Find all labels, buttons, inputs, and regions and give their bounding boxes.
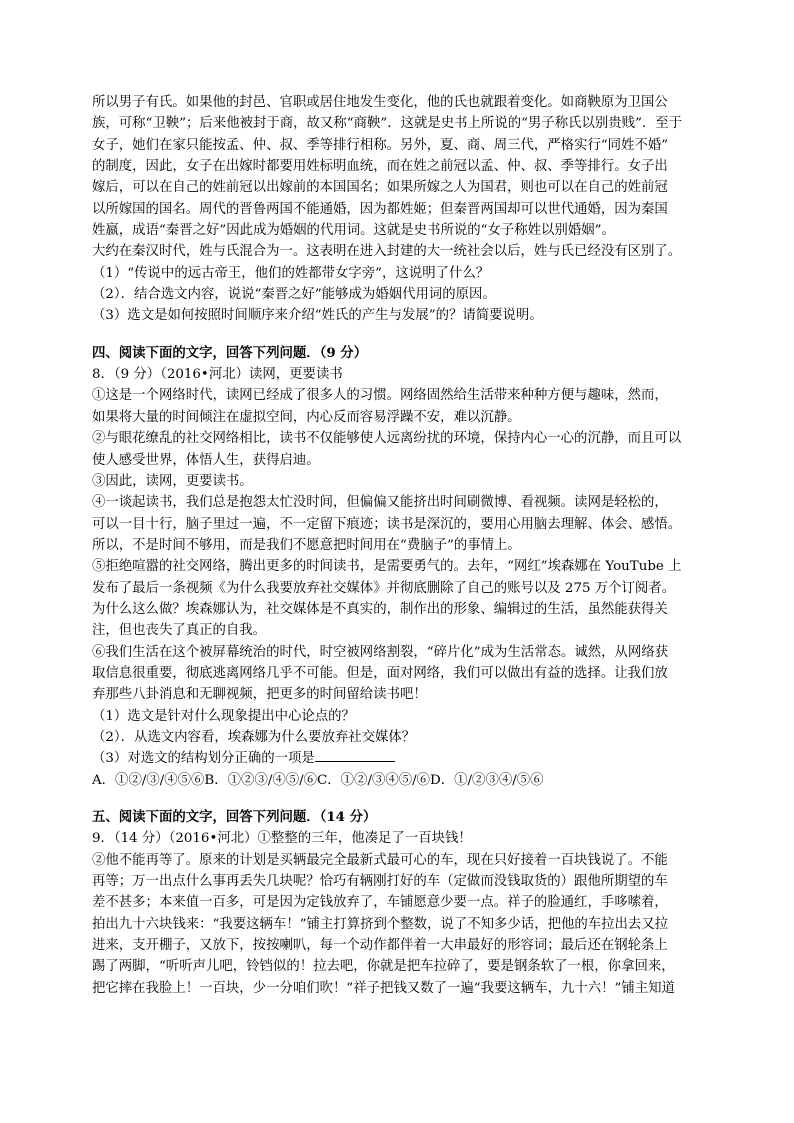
text-line: （2）．从选文内容看，埃森娜为什么要放弃社交媒体？ <box>92 729 416 745</box>
text-line: ⑥我们生活在这个被屏幕统治的时代，时空被网络割裂，“碎片化”成为生活常态。诚然，从网络获 <box>92 644 669 660</box>
text-line: 以所嫁国的国名。周代的晋鲁两国不能通婚，因为都姓姬；但秦晋两国却可以世代通婚，因为秦国 <box>92 201 668 217</box>
text-line: （1）选文是针对什么现象提出中心论点的？ <box>92 708 355 724</box>
text-line: 把它摔在我脸上！一百块，少一分咱们吹！”祥子把钱又数了一遍“我要这辆车，九十六！”铺主知道 <box>92 980 675 996</box>
answer-blank <box>315 748 395 762</box>
text-line: 进来，支开棚子，又放下，按按喇叭，每一个动作都伴着一大串最好的形容词；最后还在钢轮条上 <box>92 938 668 954</box>
text-line: 使人感受世界，体悟人生，获得启迪。 <box>92 452 320 468</box>
text-line: 嫁后，可以在自己的姓前冠以出嫁前的本国国名；如果所嫁之人为国君，则也可以在自己的姓前冠 <box>92 180 668 196</box>
section-gap <box>92 327 712 343</box>
text-line: 如果将大量的时间倾注在虚拟空间，内心反而容易浮躁不安，难以沉静。 <box>92 409 521 425</box>
text-line: ②他不能再等了。原来的计划是买辆最完全最新式最可心的车，现在只好接着一百块钱说了。不能 <box>92 852 668 868</box>
text-line: 族，可称“卫鞅”；后来他被封于商，故又称“商鞅”．这就是史书上所说的“男子称氏以别贵贱”．至于 <box>92 116 683 132</box>
document-page <box>92 92 712 999</box>
text-line: 差不甚多；本来值一百多，可是因为定钱放弃了，车铺愿意少要一点。祥子的脸通红，手哆嗦着， <box>92 895 668 911</box>
text-line: 女子，她们在家只能按孟、仲、叔、季等排行相称。另外，夏、商、周三代，严格实行“同姓不婚” <box>92 137 669 153</box>
text-line: 大约在秦汉时代，姓与氏混合为一。这表明在进入封建的大一统社会以后，姓与氏已经没有区别了。 <box>92 244 682 260</box>
section-4-heading: 四、阅读下面的文字，回答下列问题．（9 分） <box>92 344 368 361</box>
text-line: 所以，不是时间不够用，而是我们不愿意把时间用在“费脑子”的事情上。 <box>92 537 521 553</box>
text-line: 拍出九十六块钱来：“我要这辆车！”铺主打算挤到个整数，说了不知多少话，把他的车拉出去又拉 <box>92 916 669 932</box>
question-8-3-text: （3）对选文的结构划分正确的一项是 <box>92 751 315 767</box>
text-line: 取信息很重要，彻底逃离网络几乎不可能。但是，面对网络，我们可以做出有益的选择。让我们放 <box>92 665 668 681</box>
text-line: 注，但也丧失了真正的自我。 <box>92 623 267 639</box>
text-line: （2）．结合选文内容，说说“秦晋之好”能够成为婚姻代用词的原因。 <box>92 287 496 303</box>
text-line: 姓嬴，成语“秦晋之好”因此成为婚姻的代用词。这就是史书所说的“女子称姓以别婚姻”。 <box>92 223 615 239</box>
question-8-3-options: A．①②/③/④⑤⑥B．①②③/④⑤/⑥C．①②/③④⑤/⑥D．①/②③④/⑤⑥ <box>92 772 544 788</box>
text-line: 发布了最后一条视频《为什么我要放弃社交媒体》并彻底删除了自己的账号以及 275 万个订阅者。 <box>92 580 676 596</box>
text-line: （3）选文是如何按照时间顺序来介绍“姓氏的产生与发展”的？请简要说明。 <box>92 308 543 324</box>
section-gap <box>92 791 712 807</box>
text-line: 的制度，因此，女子在出嫁时都要用姓标明血统，而在姓之前冠以孟、仲、叔、季等排行。女子出 <box>92 159 668 175</box>
question-8-3 <box>92 748 712 769</box>
text-line: 为什么这么做？埃森娜认为，社交媒体是不真实的，制作出的形象、编辑过的生活，虽然能获得关 <box>92 601 668 617</box>
section-5-heading: 五、阅读下面的文字，回答下列问题．（14 分） <box>92 809 377 825</box>
section-4-body <box>92 364 712 748</box>
text-line: 踢了两脚，“听听声儿吧，铃铛似的！拉去吧，你就是把车拉碎了，要是钢条软了一根，你拿回来， <box>92 959 675 975</box>
text-line: ①这是一个网络时代，读网已经成了很多人的习惯。网络固然给生活带来种种方便与趣味，然而， <box>92 388 668 404</box>
text-line: ④一谈起读书，我们总是抱怨太忙没时间，但偏偏又能挤出时间刷微博、看视频。读网是轻松的， <box>92 495 668 511</box>
section-5-body <box>92 828 712 999</box>
text-line: 再等；万一出点什么事再丢失几块呢？恰巧有辆刚打好的车（定做而没钱取货的）跟他所期望的车 <box>92 874 668 890</box>
text-line: （1）“传说中的远古帝王，他们的姓都带女字旁”，这说明了什么？ <box>92 265 490 281</box>
text-line: 9．（14 分）（2016•河北）①整整的三年，他凑足了一百块钱！ <box>92 831 472 847</box>
text-line: 可以一目十行，脑子里过一遍，不一定留下痕迹；读书是深沉的，要用心用脑去理解、体会、感悟。 <box>92 516 682 532</box>
text-line: ③因此，读网，更要读书。 <box>92 473 253 489</box>
text-line: ②与眼花缭乱的社交网络相比，读书不仅能够使人远离纷扰的环境，保持内心一心的沉静，而且可以 <box>92 431 682 447</box>
text-block-surname-passage <box>92 92 712 327</box>
text-line: 8．（9 分）（2016•河北）读网，更要读书 <box>92 367 343 383</box>
text-line: 弃那些八卦消息和无聊视频，把更多的时间留给读书吧！ <box>92 687 427 703</box>
text-line: ⑤拒绝喧嚣的社交网络，腾出更多的时间读书，是需要勇气的。去年，“网红”埃森娜在 YouTube 上 <box>92 559 682 575</box>
text-line: 所以男子有氏。如果他的封邑、官职或居住地发生变化，他的氏也就跟着变化。如商鞅原为卫国公 <box>92 95 668 110</box>
